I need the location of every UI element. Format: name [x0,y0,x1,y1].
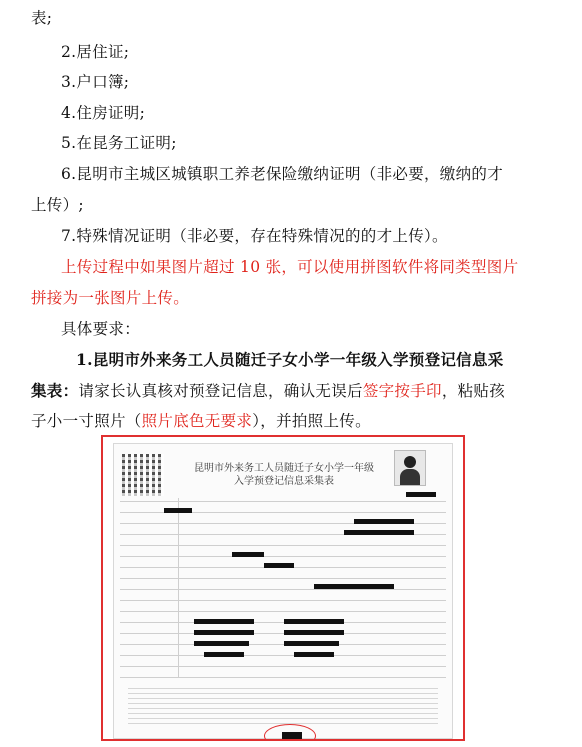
redaction-bar [284,619,344,624]
redaction-bar [164,508,192,513]
redaction-bar [194,630,254,635]
item-heading: 1.昆明市外来务工人员随迁子女小学一年级入学预登记信息采 [76,350,504,369]
requirement-text: 请家长认真核对预登记信息，确认无误后 [78,382,363,400]
requirement-text: ），并拍照上传。 [252,412,371,430]
redaction-bar [284,630,344,635]
redaction-bar [294,652,334,657]
redaction-bar [204,652,244,657]
text-line: 5.在昆务工证明; [61,134,177,152]
requirement-line [31,411,371,431]
form-title [184,462,384,488]
redaction-bar [284,641,339,646]
text-line: 上传）; [31,196,84,214]
text-line: 表; [31,9,53,27]
form-sheet [113,443,453,739]
child-photo-icon [394,450,426,486]
redaction-bar [314,584,394,589]
form-notes [128,684,438,724]
requirement-label: 集表： [31,381,79,400]
text-line: 7.特殊情况证明（非必要，存在特殊情况的的才上传）。 [61,227,448,245]
requirement-highlight: 照片底色无要求 [141,412,253,430]
redaction-bar [264,563,294,568]
text-line: 2.居住证; [61,43,130,61]
redaction-bar [282,732,302,740]
redaction-bar [406,492,436,497]
text-line: 4.住房证明; [61,104,146,122]
form-title-line: 入学预登记信息采集表 [234,476,334,487]
redaction-bar [354,519,414,524]
section-heading: 具体要求： [61,320,141,338]
requirement-text: ，粘贴孩 [441,382,506,400]
redaction-bar [344,530,414,535]
text-line: 3.户口簿; [61,73,130,91]
form-table [120,498,446,678]
form-photo [101,435,465,741]
notice-line: 拼接为一张图片上传。 [31,289,190,307]
requirement-text: 子小一寸照片（ [31,412,142,430]
qr-code-icon [122,454,164,496]
redaction-bar [194,641,249,646]
form-title-line: 昆明市外来务工人员随迁子女小学一年级 [194,463,374,474]
requirement-highlight: 签字按手印 [362,382,442,400]
redaction-bar [194,619,254,624]
text-line: 6.昆明市主城区城镇职工养老保险缴纳证明（非必要，缴纳的才 [61,165,503,183]
redaction-bar [232,552,264,557]
notice-line: 上传过程中如果图片超过 10 张，可以使用拼图软件将同类型图片 [61,258,519,276]
requirement-line [31,381,505,401]
